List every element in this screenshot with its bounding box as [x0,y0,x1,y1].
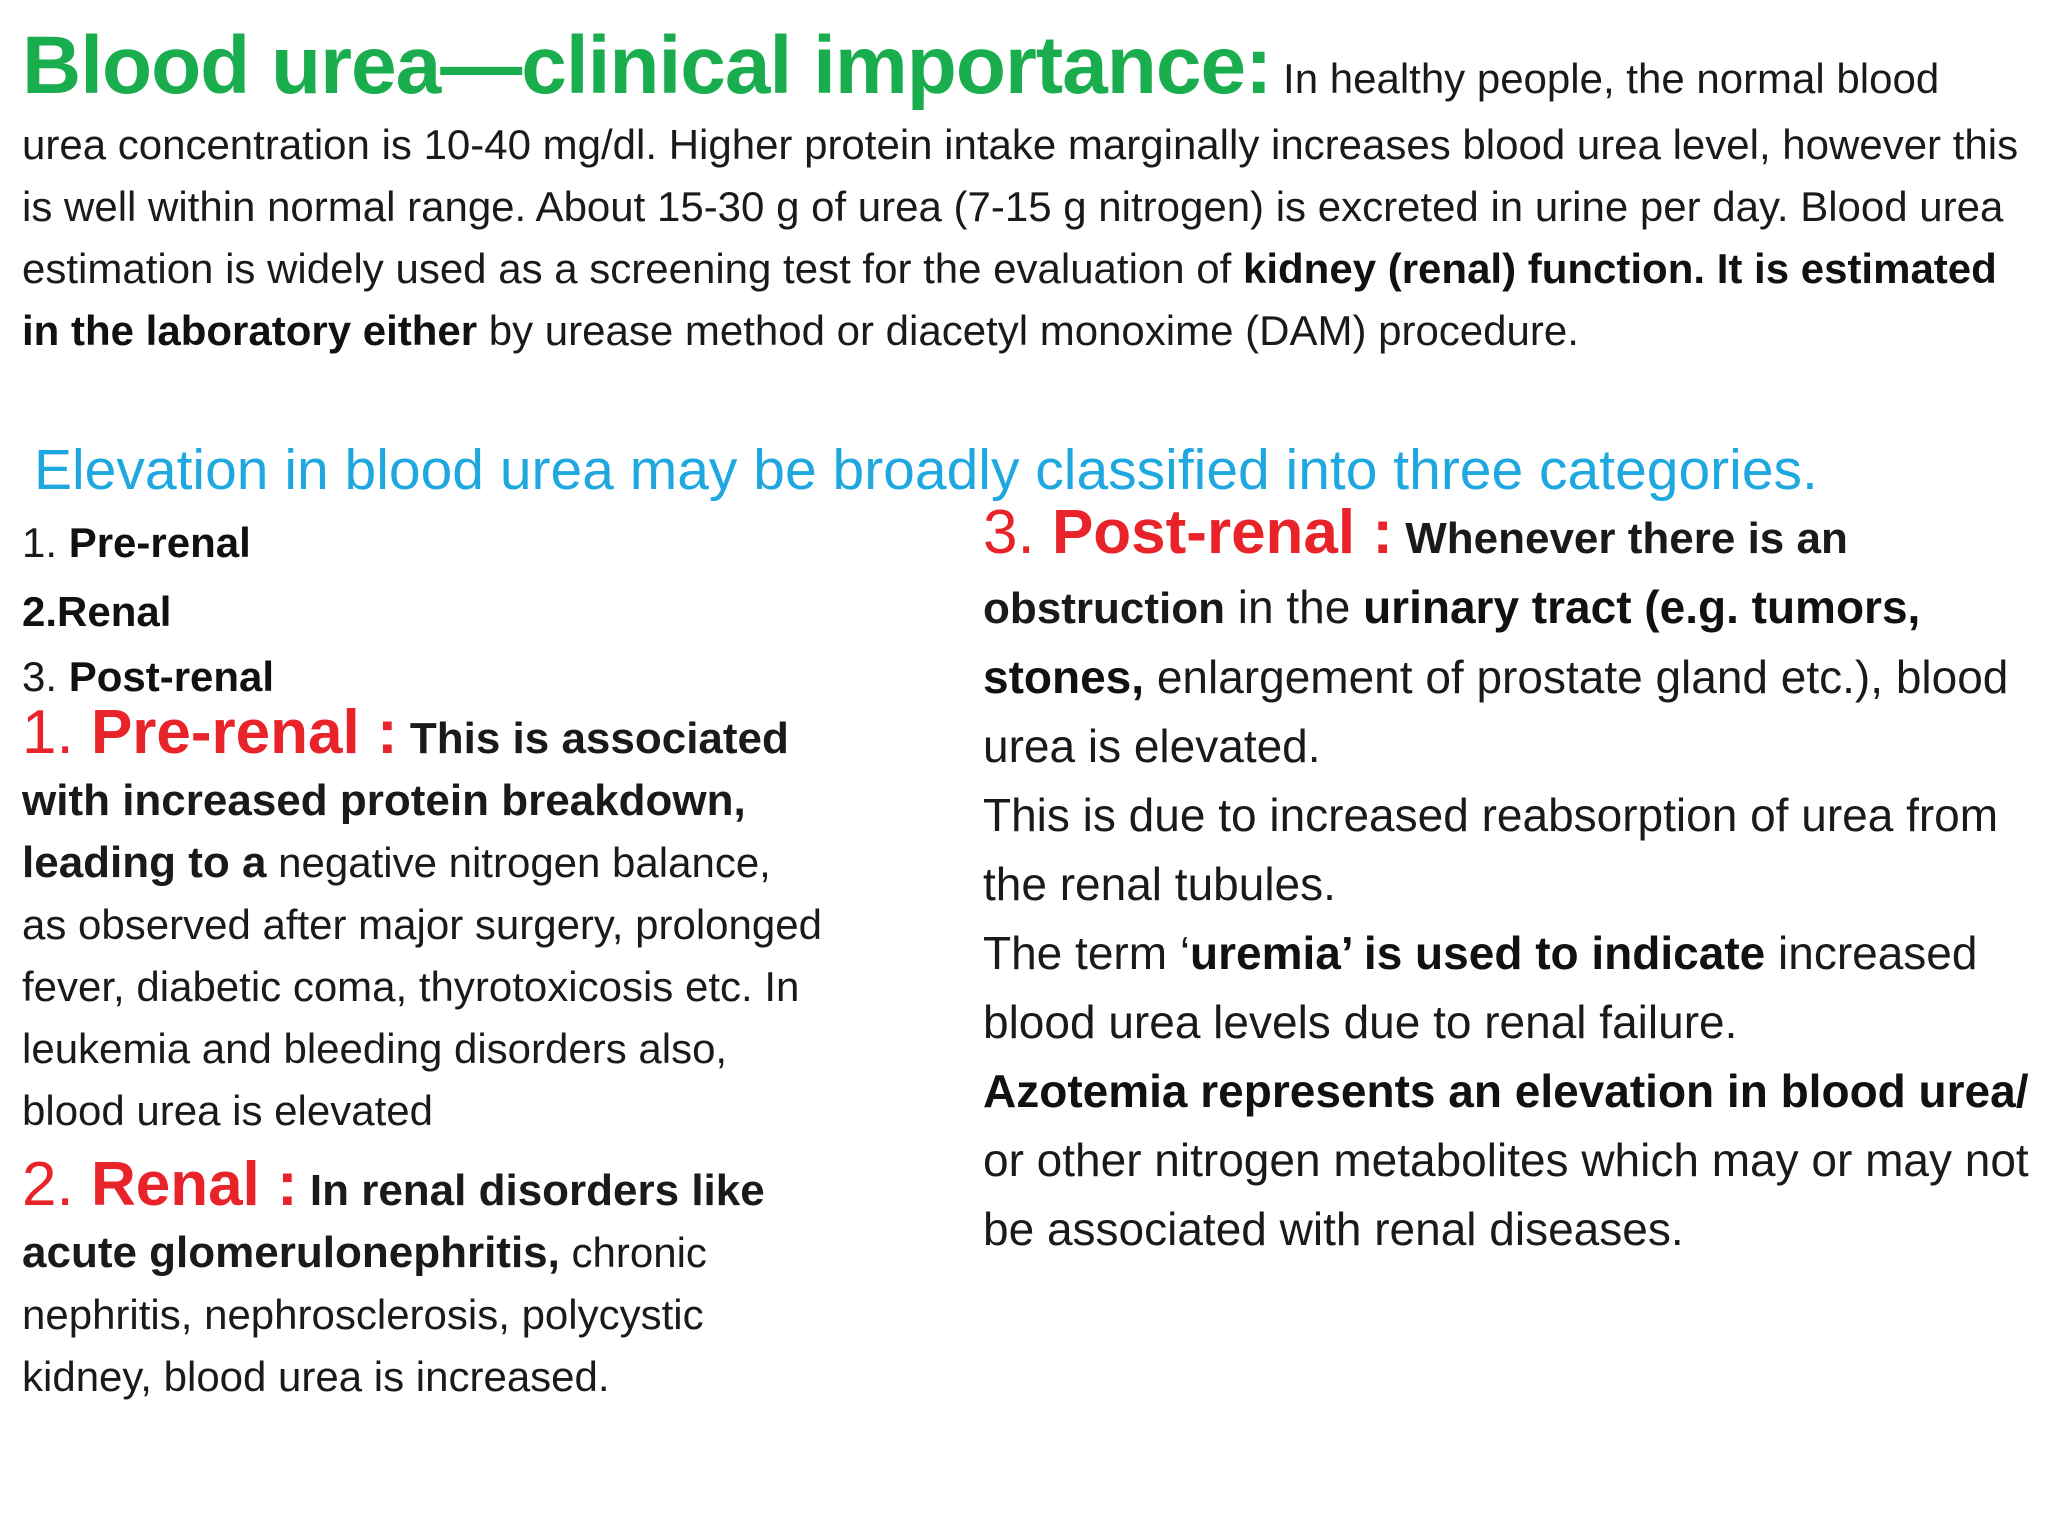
post-renal-text-2: enlargement of prostate gland etc.), blood urea is elevated. [983,651,2009,772]
renal-heading: Renal [90,1150,260,1219]
post-renal-section [983,498,2033,1264]
post-renal-text-4: The term ‘ [983,927,1191,979]
renal-lead: In renal disorders like acute glomerulonephritis, [22,1166,765,1277]
category-number: 3. [22,653,69,700]
post-renal-azotemia [983,1057,2033,1264]
intro-body-bold: kidney (renal) function. It is estimated in the laboratory either [22,245,1997,354]
renal-text: chronic nephritis, nephrosclerosis, polycystic kidney, blood urea is increased. [22,1229,707,1400]
right-column [983,498,2033,1264]
pre-renal-colon: : [359,698,398,767]
category-label: Post-renal [68,653,275,700]
post-renal-heading: Post-renal [1051,498,1356,567]
post-renal-lead: Whenever there is an obstruction [983,514,1848,633]
pre-renal-number: 1. [22,698,91,767]
pre-renal-lead: This is associated with increased protein breakdown, leading to a [22,714,789,887]
pre-renal-section [22,698,822,1142]
post-renal-text-1: in the [1224,581,1364,633]
category-number: 1. [22,519,69,566]
renal-number: 2. [22,1150,91,1219]
post-renal-uremia [983,919,2033,1057]
post-renal-text-5: increased blood urea levels due to renal failure. [983,927,1978,1048]
post-renal-colon: : [1355,498,1394,567]
post-renal-bold-2: uremia’ is used to indicate [1190,927,1766,979]
left-column [22,508,822,1408]
category-list-item [22,646,822,702]
category-label: Pre-renal [68,519,251,566]
post-renal-number: 3. [983,498,1052,567]
post-renal-bold-1: urinary tract (e.g. tumors, stones, [983,581,1921,703]
intro-first-line: In healthy people, the normal blood [1271,55,1940,102]
post-renal-bold-3: Azotemia represents an elevation in blood urea/ [983,1065,2029,1117]
post-renal-text-6: or other nitrogen metabolites which may or may not be associated with renal diseases. [983,1134,2029,1255]
pre-renal-heading: Pre-renal [90,698,360,767]
category-list-item [22,577,822,646]
slide-title: Blood urea—clinical importance: [22,20,1272,111]
category-label: 2.Renal [22,588,172,635]
intro-body-1: urea concentration is 10-40 mg/dl. Higher protein intake marginally increases blood urea level, however this is well within normal range. About 15-30 g of urea (7-15 g nitrogen) is excreted in urine per day. Blood urea estimation is widely used as a screening test for the evaluation of [22,121,2019,292]
renal-section [22,1150,822,1408]
categories-heading: Elevation in blood urea may be broadly classified into three categories. [34,438,1818,502]
intro-paragraph [22,18,2032,362]
pre-renal-text: negative nitrogen balance, as observed after major surgery, prolonged fever, diabetic coma, thyrotoxicosis etc. In leukemia and bleeding disorders also, blood urea is elevated [22,839,822,1134]
renal-colon: : [259,1150,298,1219]
intro-body-2: by urease method or diacetyl monoxime (DAM) procedure. [477,307,1579,354]
category-list-item [22,508,822,577]
post-renal-reabsorption: This is due to increased reabsorption of urea from the renal tubules. [983,789,1999,910]
